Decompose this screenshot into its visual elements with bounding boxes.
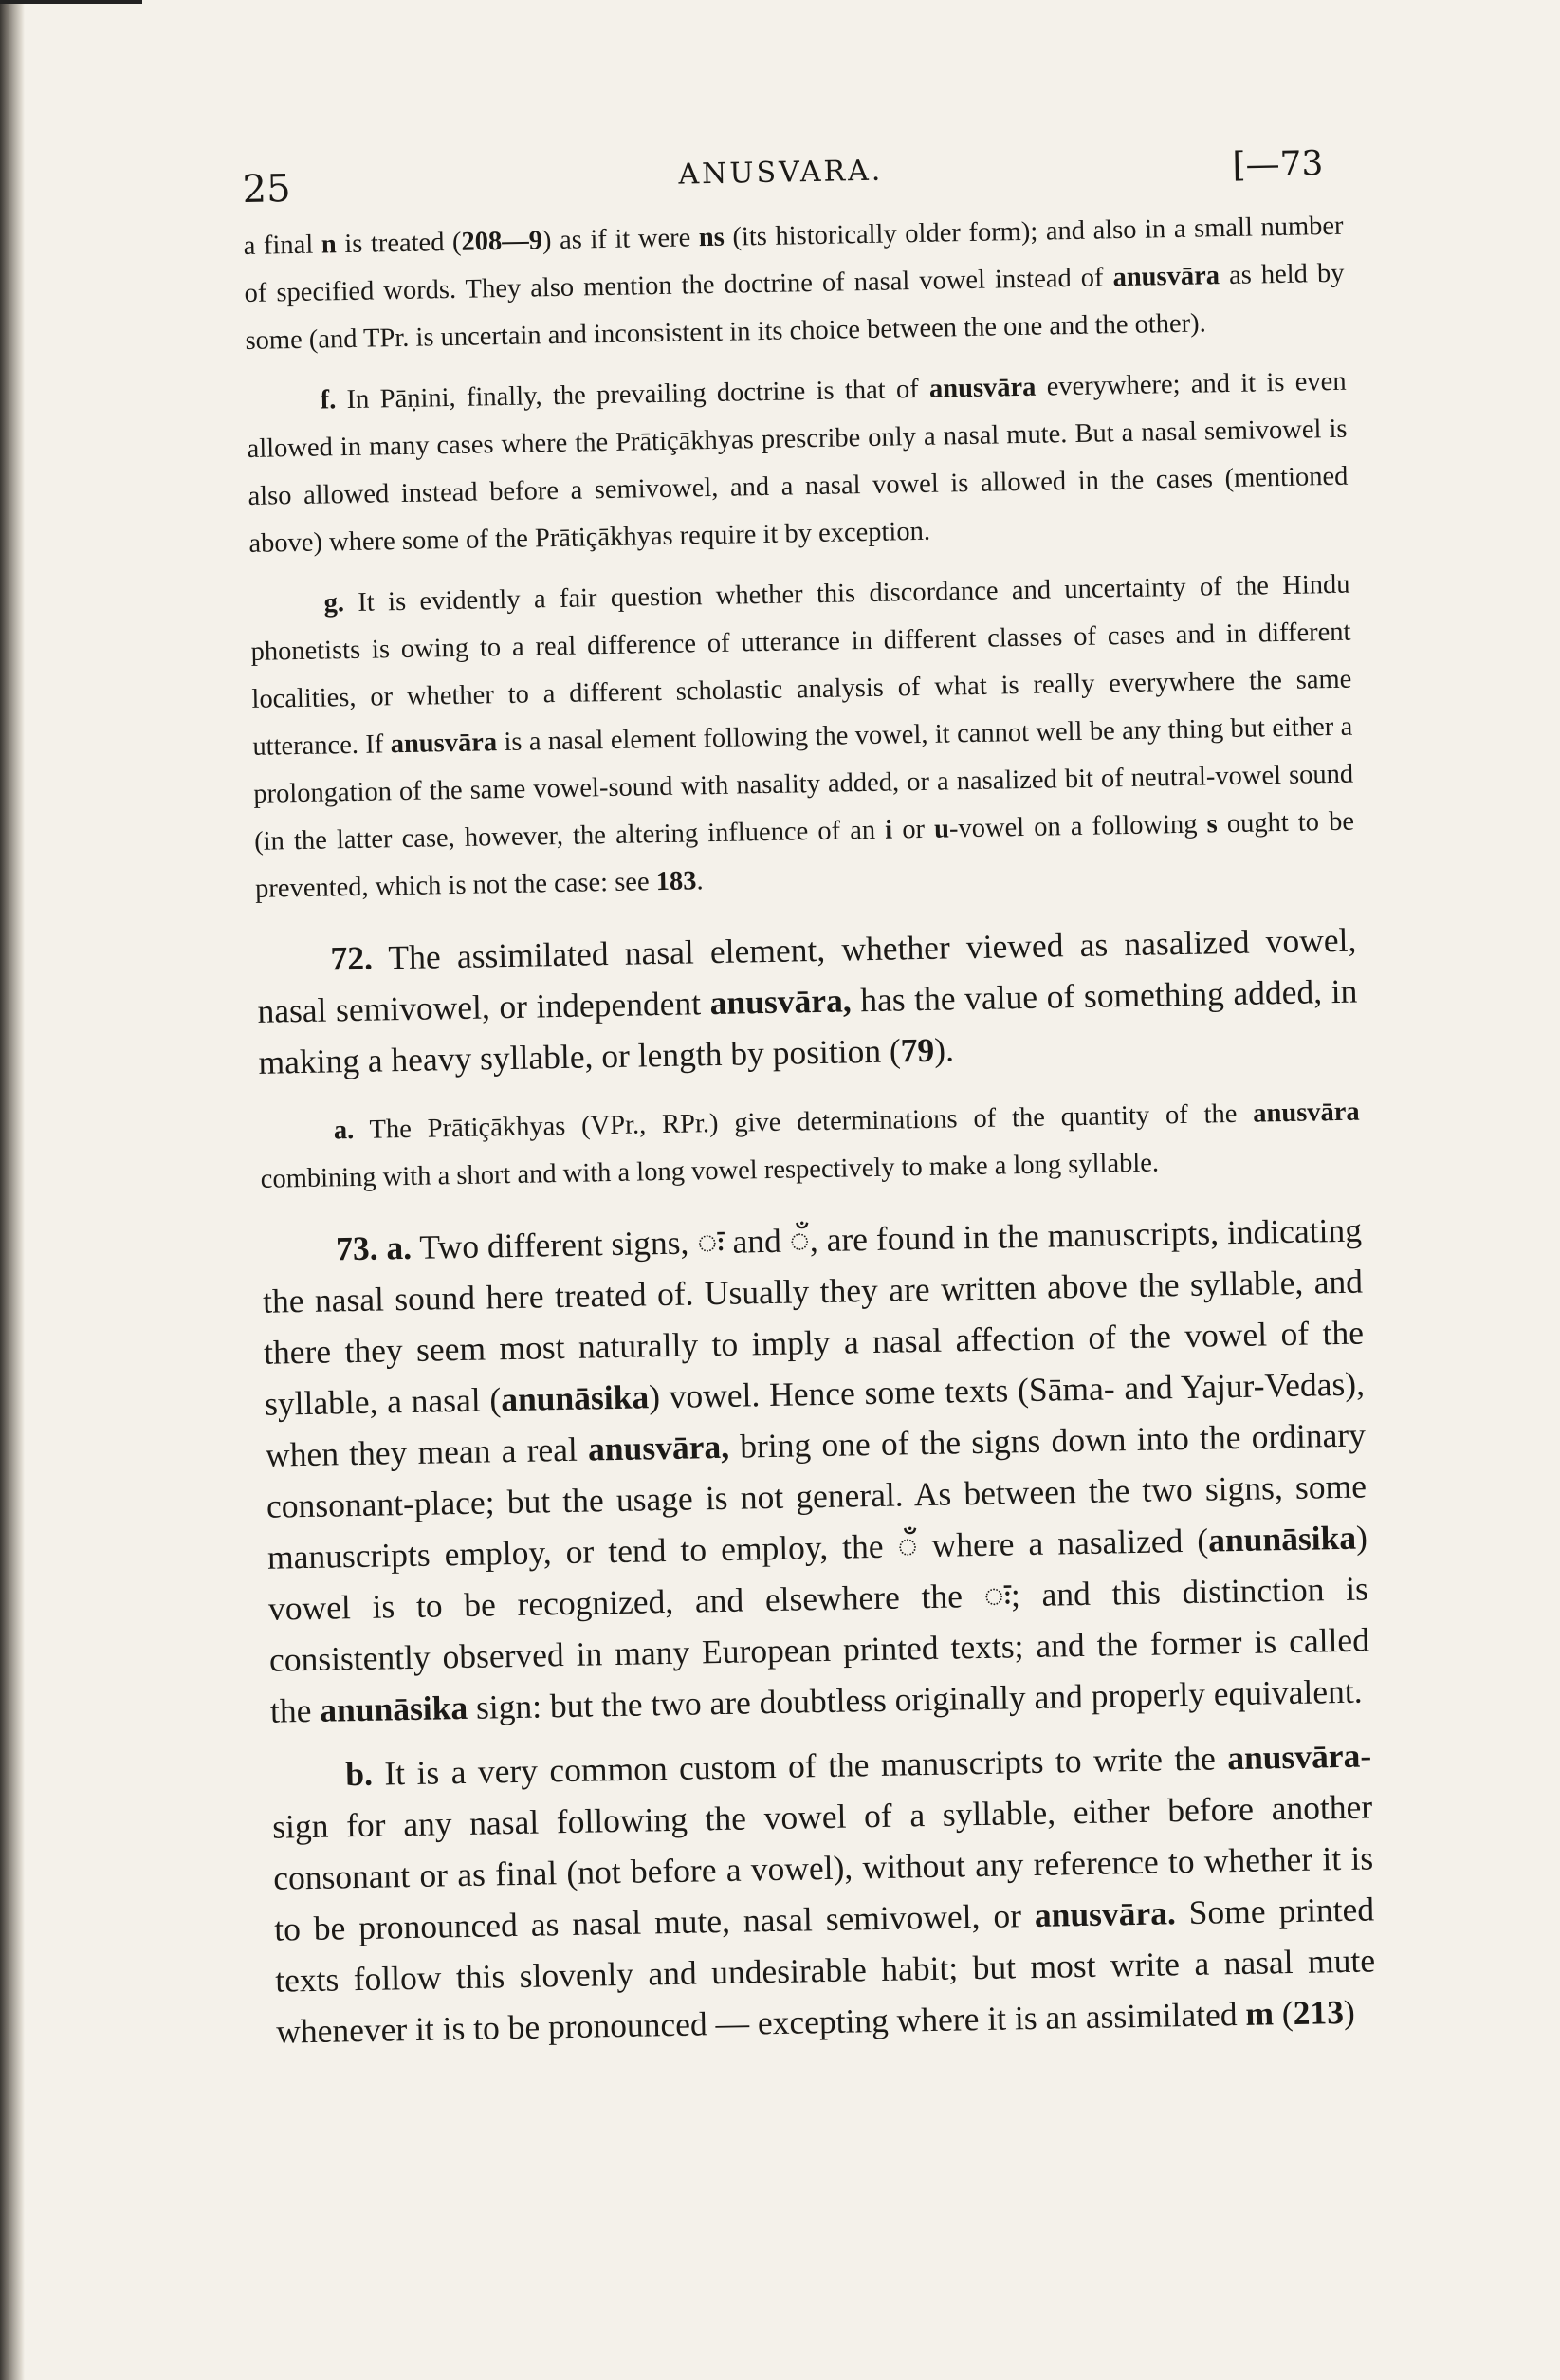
bold-term: anusvāra — [1112, 261, 1220, 293]
bold-term: anunāsika — [1207, 1518, 1357, 1559]
text-run: The assimilated nasal element, whether viewed as nasalized vowel, nasal semivowel, or independent — [257, 920, 1357, 1030]
text-run: sign: but the two are doubtless originally and properly equivalent. — [467, 1671, 1363, 1726]
paragraph-73b — [271, 1729, 1377, 2057]
text-run: is treated ( — [336, 227, 462, 260]
bold-term: 183 — [655, 866, 697, 897]
bold-term: f. — [320, 385, 337, 415]
scan-edge-line — [0, 0, 142, 4]
bold-term: 208—9 — [461, 226, 543, 257]
bold-term: i — [884, 815, 893, 845]
bold-term: m — [1245, 1994, 1275, 2033]
bold-term: anusvāra — [1252, 1097, 1360, 1129]
bold-term: 79 — [900, 1030, 935, 1070]
bold-term: s — [1206, 809, 1218, 839]
page-number: 25 — [242, 167, 291, 212]
text-run: It is a very common custom of the manuscripts to write the — [372, 1739, 1228, 1793]
text-run: is a nasal element following the vowel, it cannot well be any thing but either a prolongation of the same vowel-sound with nasality added, or a nasalized bit of neutral-vowel sound (in the latter case, however, the altering influence of an — [253, 711, 1354, 857]
text-run: combining with a short and with a long vowel respectively to make a long syllable. — [260, 1148, 1160, 1194]
bold-term: anusvāra, — [587, 1427, 730, 1468]
text-run: bring one of the signs down into the ordinary consonant-place; but the usage is not general. As between the two signs, some manuscripts employ, or tend to employ, the ँ where a nasalized ( — [266, 1415, 1367, 1577]
bold-term: 72. — [330, 938, 374, 978]
bold-term: ns — [698, 222, 725, 253]
text-run: . — [696, 866, 704, 896]
text-run: -sign for any nasal following the vowel of a syllable, either before another consonant or as final (not before a vowel), without any reference to whether it is to be pronounced as nasal mute, nasal semivowel, or — [271, 1736, 1374, 1948]
paragraph-g — [249, 562, 1355, 913]
bold-term: g. — [323, 588, 345, 618]
text-run: It is evidently a fair question whether this discordance and uncertainty of the Hindu phonetists is owing to a real difference of utterance in different classes of cases and in different localities, or whether to a different scholastic analysis of what is really everywhere the same utterance. If — [250, 569, 1352, 762]
text-run: everywhere; and it is even allowed in many cases where the Prātiçākhyas prescribe only a nasal mute. But a nasal semivowel is also allowed instead before a semivowel, and a nasal vowel is allowed in the cases (mentioned above) where some of the Prātiçākhyas require it by exception. — [247, 366, 1349, 559]
text-run: ought to be prevented, which is not the case: see — [254, 806, 1355, 904]
book-page — [242, 137, 1377, 2071]
bold-term: 73. a. — [335, 1227, 413, 1268]
bold-term: b. — [344, 1754, 374, 1794]
paragraph-72a — [259, 1089, 1361, 1204]
text-run: The Prātiçākhyas (VPr., RPr.) give determinations of the quantity of the — [353, 1098, 1254, 1146]
bold-term: a. — [333, 1116, 355, 1146]
text-run: ) vowel. Hence some texts (Sāma- and Yajur-Vedas), when they mean a real — [265, 1364, 1366, 1474]
text-run: has the value of something added, in making a heavy syllable, or length by position ( — [258, 971, 1358, 1081]
text-run: -vowel on a following — [948, 809, 1207, 844]
text-run: ) — [1343, 1992, 1356, 2032]
text-run: (its historically older form); and also in a small number of specified words. They also mention the doctrine of nasal vowel instead of — [244, 211, 1344, 308]
bold-term: anusvāra — [390, 728, 498, 760]
section-reference: [—73 — [1232, 144, 1324, 185]
text-run: ) as if it were — [541, 223, 700, 256]
bold-term: anusvāra. — [1034, 1893, 1177, 1934]
text-run: as held by some (and TPr. is uncertain and inconsistent in its choice between the one and the other). — [245, 258, 1345, 356]
bold-term: n — [321, 230, 337, 260]
text-run: Two different signs, ः and ँ, are found in the manuscripts, indicating the nasal sound here treated of. Usually they are written above the syllable, and there they seem most naturally to imply a nasal affection of the vowel of the syllable, a nasal ( — [262, 1210, 1365, 1423]
paragraph-f — [246, 359, 1349, 568]
book-spine-shadow — [0, 0, 25, 2380]
bold-term: anusvāra — [1226, 1736, 1361, 1778]
text-run: ). — [933, 1030, 955, 1069]
bold-term: anunāsika — [500, 1377, 650, 1419]
paragraph-72 — [256, 914, 1359, 1088]
text-run: or — [891, 814, 935, 845]
bold-term: anusvāra — [928, 372, 1037, 404]
paragraph-e-continued — [243, 203, 1346, 365]
paragraph-73a — [262, 1205, 1371, 1737]
bold-term: anunāsika — [319, 1688, 468, 1729]
text-run: ) vowel is to be recognized, and elsewhere the ः; and this distinction is consistently observed in many European printed texts; and the former is called the — [267, 1518, 1370, 1730]
text-run: In Pāṇini, finally, the prevailing doctrine is that of — [336, 374, 930, 415]
bold-term: u — [933, 814, 950, 844]
text-run: a final — [243, 230, 322, 261]
running-head: ANUSVARA. — [678, 154, 884, 192]
text-run: ( — [1273, 1994, 1294, 2033]
text-run: Some printed texts follow this slovenly and undesirable habit; but most write a nasal mute whenever it is to be pronounced — excepting where it is an assimilated — [274, 1890, 1376, 2051]
bold-term: anusvāra, — [709, 981, 852, 1023]
bold-term: 213 — [1293, 1993, 1345, 2033]
